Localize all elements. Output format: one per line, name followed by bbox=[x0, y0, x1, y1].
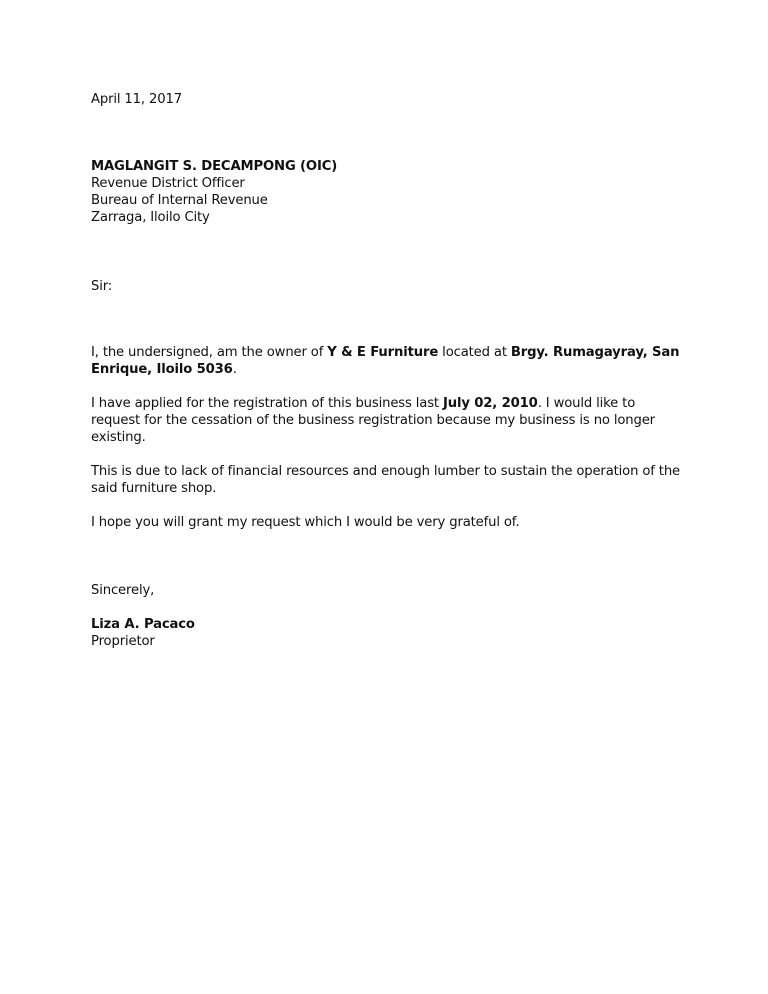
closing: Sincerely, bbox=[91, 583, 155, 598]
recipient-name: MAGLANGIT S. DECAMPONG (OIC) bbox=[91, 159, 338, 174]
signatory-name: Liza A. Pacaco bbox=[91, 617, 195, 632]
signatory-title: Proprietor bbox=[91, 634, 155, 649]
recipient-office: Bureau of Internal Revenue bbox=[91, 193, 268, 208]
registration-date: July 02, 2010 bbox=[443, 396, 538, 411]
text: located at bbox=[438, 345, 511, 360]
text: . bbox=[232, 362, 237, 377]
body-paragraph-3: This is due to lack of financial resources and enough lumber to sustain the operation of the said furniture shop. bbox=[91, 464, 680, 496]
recipient-title: Revenue District Officer bbox=[91, 176, 245, 191]
letter-date: April 11, 2017 bbox=[91, 92, 182, 107]
business-name: Y & E Furniture bbox=[327, 345, 439, 360]
body-paragraph-1 bbox=[91, 344, 681, 378]
text: I have applied for the registration of this business last bbox=[91, 396, 443, 411]
body-paragraph-2 bbox=[91, 395, 681, 446]
business-address: Brgy. Rumagayray, San Enrique, Iloilo 5036 bbox=[91, 345, 680, 377]
salutation: Sir: bbox=[91, 279, 113, 294]
text: I, the undersigned, am the owner of bbox=[91, 345, 328, 360]
signature-block bbox=[91, 616, 681, 650]
body-paragraph-4: I hope you will grant my request which I would be very grateful of. bbox=[91, 515, 520, 530]
recipient-address: Zarraga, Iloilo City bbox=[91, 210, 210, 225]
recipient-block bbox=[91, 158, 681, 226]
text: . I would like to request for the cessation of the business registration because my business is no longer existing. bbox=[91, 396, 655, 445]
